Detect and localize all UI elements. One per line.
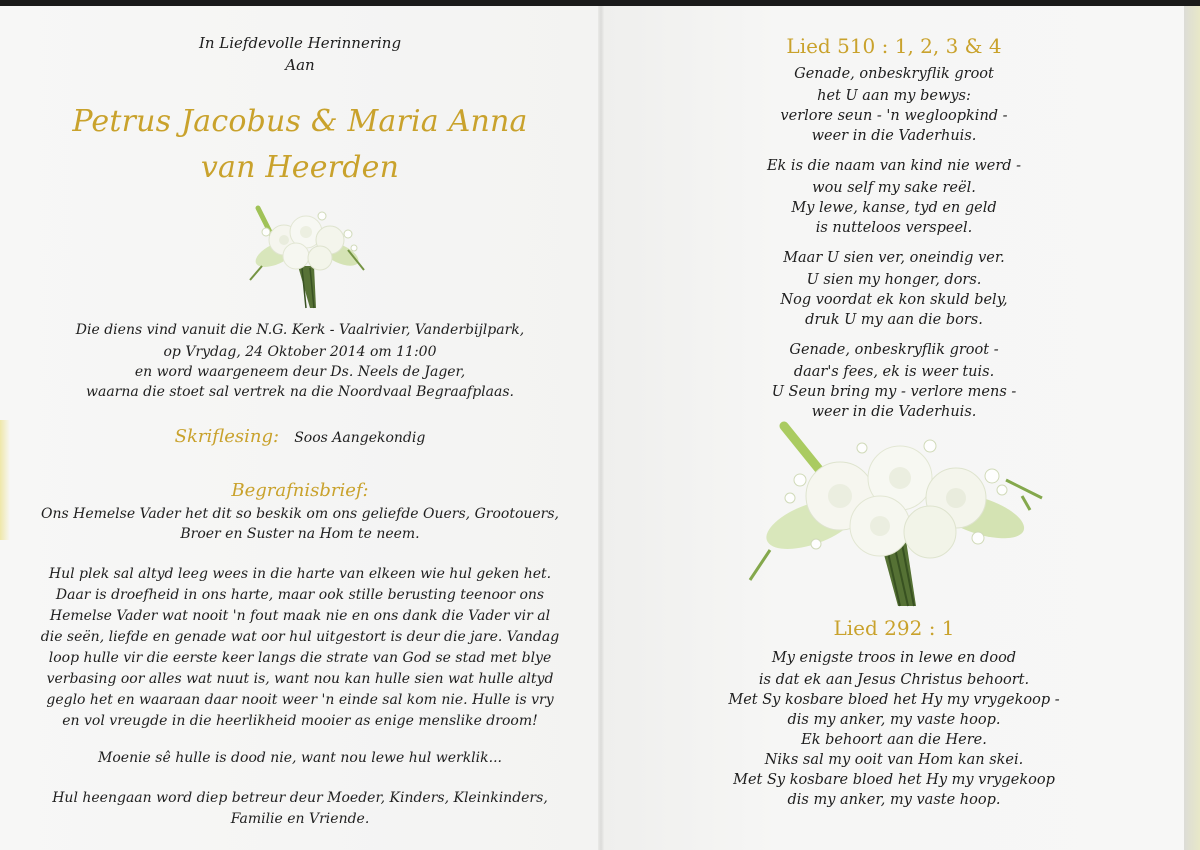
- letter-p2-line-1: Hul plek sal altyd leeg wees in die harte van elkeen wie hul geken het.: [48, 566, 552, 582]
- verse-5-line-4: dis my anker, my vaste hoop.: [787, 712, 1001, 728]
- service-line-1: Die diens vind vanuit die N.G. Kerk - Vaalrivier, Vanderbijlpark,: [75, 322, 525, 338]
- white-rose-bouquet-icon: [236, 196, 376, 316]
- letter-p2-line-4: die seën, liefde en genade wat oor hul uitgestort is deur die jare. Vandag: [40, 629, 560, 645]
- letter-p3: Moenie sê hulle is dood nie, want nou lewe hul werklik...: [98, 750, 502, 766]
- verse-2-line-2: wou self my sake reël.: [812, 180, 976, 196]
- verse-1-line-3: verlore seun - 'n wegloopkind -: [780, 108, 1008, 124]
- service-line-4: waarna die stoet sal vertrek na die Noordvaal Begraafplaas.: [86, 384, 514, 400]
- letter-p2-line-3: Hemelse Vader wat nooit 'n fout maak nie en ons dank die Vader vir al: [49, 608, 551, 624]
- service-line-2: op Vrydag, 24 Oktober 2014 om 11:00: [163, 344, 437, 360]
- letter-title: Begrafnisbrief:: [231, 480, 369, 501]
- letter-p4-line-1: Hul heengaan word diep betreur deur Moeder, Kinders, Kleinkinders,: [52, 790, 548, 806]
- verse-3-line-3: Nog voordat ek kon skuld bely,: [780, 292, 1008, 308]
- scan-right-edge: [1184, 6, 1200, 850]
- dedication-aan: Aan: [285, 56, 315, 74]
- service-line-3: en word waargeneem deur Ds. Neels de Jager,: [134, 364, 466, 380]
- letter-p2-line-6: verbasing oor alles wat nuut is, want nou kan hulle sien wat hulle altyd: [46, 671, 554, 687]
- verse-4-line-1: Genade, onbeskryflik groot -: [789, 342, 999, 358]
- letter-p2-line-8: en vol vreugde in die heerlikheid mooier as enige menslike droom!: [62, 713, 538, 729]
- letter-p2-line-5: loop hulle vir die eerste keer langs die strate van God se stad met blye: [48, 650, 552, 666]
- verse-1-line-1: Genade, onbeskryflik groot: [794, 66, 994, 82]
- scripture-label: Skriflesing:: [174, 426, 280, 447]
- verse-3-line-2: U sien my honger, dors.: [806, 272, 982, 288]
- letter-p1-line-1: Ons Hemelse Vader het dit so beskik om ons geliefde Ouers, Grootouers,: [41, 506, 559, 522]
- verse-5-line-8: dis my anker, my vaste hoop.: [787, 792, 1001, 808]
- verse-2-line-4: is nutteloos verspeel.: [815, 220, 973, 236]
- verse-3-line-1: Maar U sien ver, oneindig ver.: [783, 250, 1005, 266]
- letter-p1-line-2: Broer en Suster na Hom te neem.: [180, 526, 420, 542]
- verse-4-line-2: daar's fees, ek is weer tuis.: [793, 364, 995, 380]
- letter-p4-line-2: Familie en Vriende.: [230, 811, 370, 827]
- scripture-value: Soos Aangekondig: [294, 430, 426, 446]
- dedication-line: In Liefdevolle Herinnering: [198, 34, 402, 52]
- verse-5-line-2: is dat ek aan Jesus Christus behoort.: [758, 672, 1030, 688]
- verse-4-line-4: weer in die Vaderhuis.: [811, 404, 977, 420]
- verse-5-line-6: Niks sal my ooit van Hom kan skei.: [764, 752, 1024, 768]
- verse-5-line-5: Ek behoort aan die Here.: [801, 732, 987, 748]
- verse-5-line-7: Met Sy kosbare bloed het Hy my vrygekoop: [733, 772, 1055, 788]
- hymn-2-title: Lied 292 : 1: [833, 616, 955, 640]
- verse-5-line-3: Met Sy kosbare bloed het Hy my vrygekoop -: [728, 692, 1060, 708]
- verse-2-line-3: My lewe, kanse, tyd en geld: [791, 200, 997, 216]
- hymn-1-title: Lied 510 : 1, 2, 3 & 4: [786, 34, 1002, 58]
- white-rose-bouquet-icon-large: [730, 420, 1050, 610]
- verse-2-line-1: Ek is die naam van kind nie werd -: [766, 158, 1022, 174]
- verse-5-line-1: My enigste troos in lewe en dood: [771, 650, 1017, 666]
- deceased-names: Petrus Jacobus & Maria Anna: [72, 104, 528, 139]
- deceased-surname: van Heerden: [200, 150, 400, 185]
- verse-1-line-2: het U aan my bewys:: [817, 88, 971, 104]
- letter-p2-line-2: Daar is droefheid in ons harte, maar ook stille berusting teenoor ons: [55, 587, 545, 603]
- verse-1-line-4: weer in die Vaderhuis.: [811, 128, 977, 144]
- scripture-row: [0, 426, 600, 447]
- verse-3-line-4: druk U my aan die bors.: [805, 312, 983, 328]
- verse-4-line-3: U Seun bring my - verlore mens -: [771, 384, 1017, 400]
- letter-p2-line-7: geglo het en waaraan daar nooit weer 'n einde sal kom nie. Hulle is vry: [46, 692, 554, 708]
